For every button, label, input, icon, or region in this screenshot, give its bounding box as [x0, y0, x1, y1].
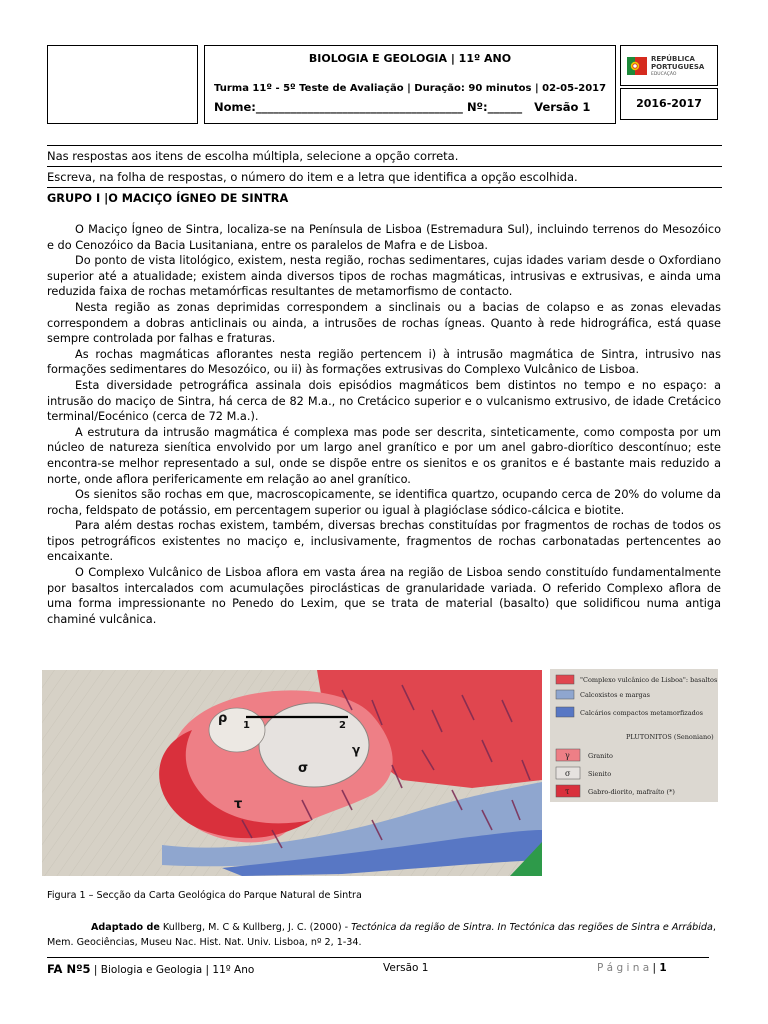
figure-caption: Figura 1 – Secção da Carta Geológica do Parque Natural de Sintra — [47, 890, 362, 901]
map-label-sigma: σ — [298, 761, 309, 776]
logo-line1: REPÚBLICA — [651, 55, 695, 63]
footer-page — [597, 962, 667, 974]
footer-left — [47, 962, 254, 976]
legend-item-sienite: Sienito — [588, 770, 612, 778]
paragraph: O Complexo Vulcânico de Lisboa aflora em vasta área na região de Lisboa sendo constituído fundamentalmente por basaltos intercalados com acumulações piroclásticas de granularidade variada. O referido Complexo aflora de uma forma impressionante no Penedo do Lexim, que se trata de material (basalto) que solidificou numa antiga chaminé vulcânica. — [47, 566, 721, 626]
test-info: Turma 11º - 5º Teste de Avaliação | Duração: 90 minutos | 02-05-2017 — [214, 83, 607, 94]
logo-box — [620, 45, 718, 86]
header-blank-box — [47, 45, 198, 124]
instruction-line-2: Escreva, na folha de respostas, o número do item e a letra que identifica a opção escolhida. — [47, 170, 578, 184]
paragraph: A estrutura da intrusão magmática é complexa mas pode ser descrita, sinteticamente, como composta por um núcleo de natureza sienítica envolvido por um largo anel granítico e por um anel gabro-diorítico descontínuo; este encontra-se melhor representado a sul, onde se dispõe entre os sienitos e os granitos e é bastante mais reduzido a norte, onde aflora perifericamente em relação ao anel granítico. — [47, 425, 721, 486]
logo-line2: PORTUGUESA — [651, 63, 705, 71]
student-fields — [214, 100, 590, 114]
reference-prefix: Adaptado de — [91, 922, 160, 933]
divider-top — [47, 145, 722, 146]
reference — [47, 920, 727, 950]
legend-item-granite: Granito — [588, 752, 613, 760]
map-label-gamma: γ — [352, 743, 361, 757]
footer-page-separator: | — [649, 962, 660, 974]
paragraph: As rochas magmáticas aflorantes nesta região pertencem i) à intrusão magmática de Sintra, intrusivo nas formações sedimentares do Mesozóico, ou ii) às formações extrusivas do Complexo Vulcânico de Lisboa. — [47, 347, 721, 377]
legend-item-basalt: "Complexo vulcânico de Lisboa": basaltos — [580, 676, 718, 684]
paragraph: Nesta região as zonas deprimidas correspondem a sinclinais ou a bacias de colapso e as zonas elevadas correspondem a dobras anticlinais ou ainda, a intrusões de rochas ígneas. Quanto à rede hidrográfica, está quase sempre controlada por falhas e fraturas. — [47, 300, 721, 346]
version-label: Versão 1 — [534, 100, 591, 114]
map-label-tau: τ — [234, 797, 243, 812]
name-field[interactable]: ____________________________________ — [255, 100, 463, 114]
geological-map — [42, 670, 542, 876]
map-label-point1: 1 — [243, 720, 250, 731]
footer-subject: Biologia e Geologia | 11º Ano — [100, 964, 255, 976]
footer-separator: | — [90, 964, 101, 976]
divider-mid — [47, 166, 722, 167]
reference-line-2: Mem. Geociências, Museu Nac. Hist. Nat. Univ. Lisboa, nº 2, 1-34. — [47, 937, 362, 948]
footer-code: FA Nº5 — [47, 962, 91, 976]
paragraph: O Maciço Ígneo de Sintra, localiza-se na Península de Lisboa (Estremadura Sul), incluindo terrenos do Mesozóico e do Cenozóico da Bacia Lusitaniana, entre os paralelos de Mafra e de Lisboa. — [47, 223, 721, 252]
paragraph: Para além destas rochas existem, também, diversas brechas constituídas por fragmentos de rochas de todos os tipos petrográficos existentes no maciço e, inclusivamente, fragmentos de rochas carbonatadas pertencentes ao encaixante. — [47, 519, 721, 564]
legend-swatch-calcschist — [556, 690, 574, 699]
legend-item-limestone: Calcários compactos metamorfizados — [580, 709, 703, 717]
name-label: Nome: — [214, 100, 256, 114]
reference-line-1: Adaptado de Kullberg, M. C & Kullberg, J. C. (2000) - Tectónica da região de Sintra. In Tectónica das regiões de Sintra e Arrábida, — [91, 922, 716, 933]
divider-bottom — [47, 187, 722, 188]
group-title: GRUPO I |O MACIÇO ÍGNEO DE SINTRA — [47, 192, 289, 205]
legend-symbol-gabbro: τ — [565, 787, 570, 796]
reference-title: Tectónica da região de Sintra. In Tectónica das regiões de Sintra e Arrábida — [351, 922, 713, 933]
footer-page-label: P á g i n a — [597, 962, 650, 974]
map-label-rho: ρ — [218, 711, 228, 726]
number-label: Nº: — [466, 100, 488, 114]
legend-heading: PLUTONITOS (Senoniano) — [626, 733, 714, 741]
footer-page-number: 1 — [659, 962, 667, 974]
legend-symbol-granite: γ — [565, 751, 570, 760]
page-title: BIOLOGIA E GEOLOGIA | 11º ANO — [308, 52, 512, 65]
paragraph: Do ponto de vista litológico, existem, nesta região, rochas sedimentares, cujas idades variam desde o Oxfordiano superior até a atualidade; existem ainda diversos tipos de rochas magmáticas, intrusivas e extrusivas, e ainda uma reduzida faixa de rochas metamórficas resultantes de metamorfismo de contacto. — [47, 254, 721, 299]
paragraph: Os sienitos são rochas em que, macroscopicamente, se identifica quartzo, ocupando cerca de 20% do volume da rocha, feldspato de potássio, em percentagem superior ou igual à plagióclase sódico-cálcica e biotite. — [47, 488, 721, 517]
logo-text — [651, 55, 704, 79]
footer-divider — [47, 957, 709, 958]
legend-item-gabbro: Gabro-diorito, mafraíto (*) — [588, 788, 675, 796]
legend-swatch-limestone — [556, 707, 574, 717]
footer-version: Versão 1 — [383, 962, 429, 974]
school-year-box — [620, 88, 718, 120]
number-field[interactable]: ______ — [487, 100, 523, 114]
reference-authors: Kullberg, M. C & Kullberg, J. C. (2000) - — [159, 922, 352, 933]
school-year: 2016-2017 — [636, 97, 702, 110]
legend-swatch-basalt — [556, 675, 574, 684]
map-legend — [550, 669, 718, 802]
map-label-point2: 2 — [339, 720, 346, 731]
portugal-flag-icon — [627, 57, 647, 75]
instruction-line-1: Nas respostas aos itens de escolha múltipla, selecione a opção correta. — [47, 149, 459, 163]
legend-symbol-sienite: σ — [565, 769, 571, 778]
legend-item-calcschist: Calcoxistos e margas — [580, 691, 650, 699]
body-text — [47, 222, 721, 627]
paragraph: Esta diversidade petrográfica assinala dois episódios magmáticos bem distintos no tempo e no espaço: a intrusão do maciço de Sintra, há cerca de 82 M.a., no Cretácico superior e o vulcanismo extrusivo, de idade Cretácico terminal/Eocénico (cerca de 72 M.a.). — [47, 378, 721, 424]
logo-line3: EDUCAÇÃO — [651, 72, 677, 77]
